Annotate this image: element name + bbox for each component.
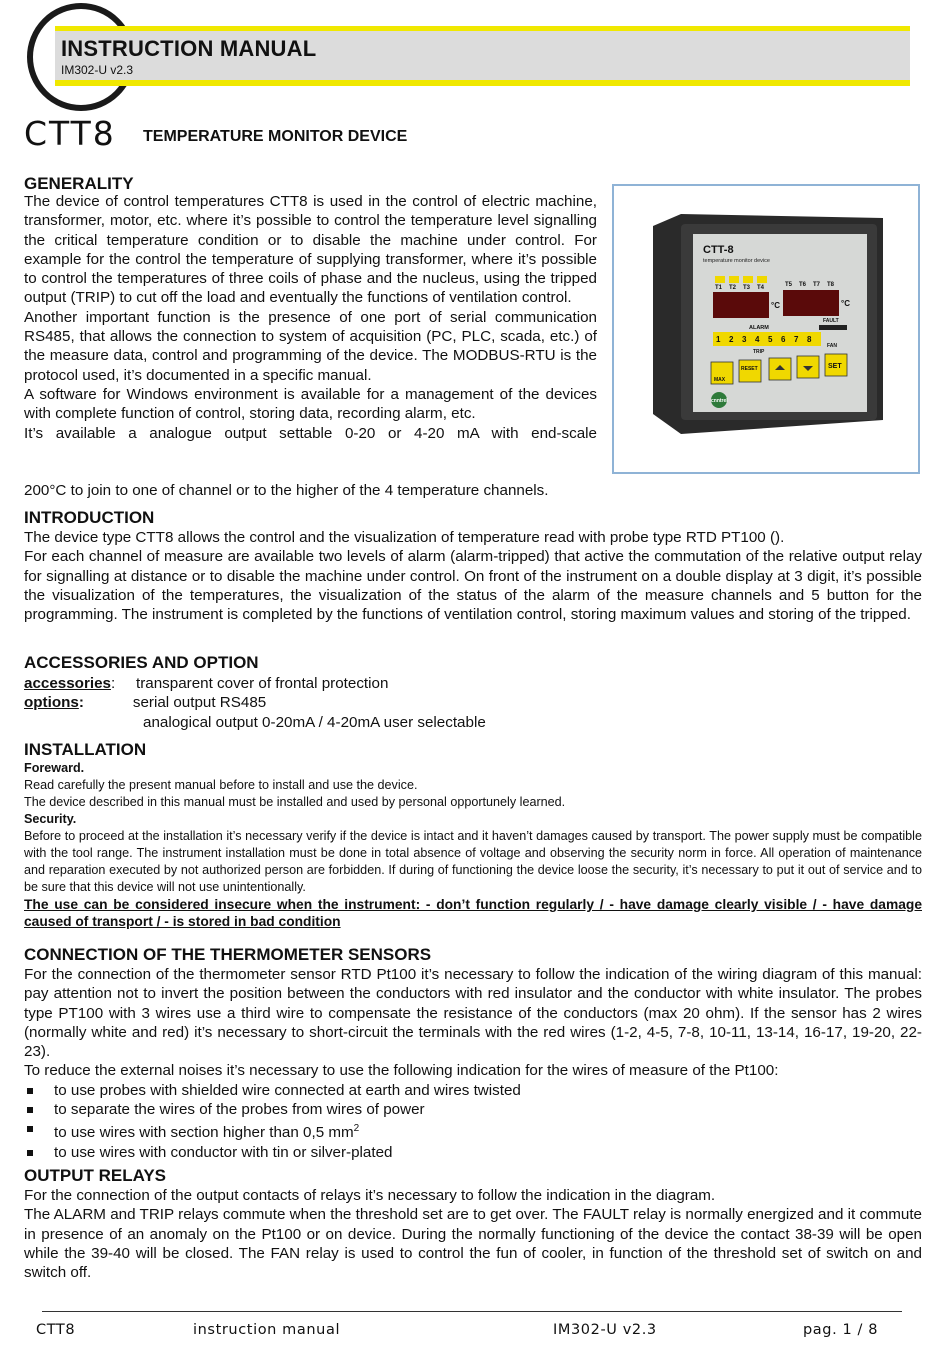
section-heading-connection: CONNECTION OF THE THERMOMETER SENSORS (24, 945, 432, 964)
output-relays-text (24, 1186, 922, 1282)
svg-text:6: 6 (781, 335, 786, 344)
generality-paragraph: Another important function is the presence of one port of serial communication RS485, that allows the connection to system of acquisition (PC, PLC, scada, etc.) of the measure data, control and programming of the device. The MODBUS-RTU is the protocol used, it’s documented in a specific manual. (24, 308, 597, 384)
device-model-sub: temperature monitor device (703, 258, 770, 264)
header-accent-bottom (55, 80, 910, 86)
accessories-row: accessories: transparent cover of frontal protection (24, 675, 389, 692)
manual-title: INSTRUCTION MANUAL (61, 36, 317, 61)
manual-code: IM302-U v2.3 (61, 63, 134, 77)
foreward-line: Read carefully the present manual before to install and use the device. (24, 778, 418, 792)
output-relays-paragraph: The ALARM and TRIP relays commute when the threshold set are to get over. The FAULT relay is normally energized and it commute in presence of an anomaly on the Pt100 or on device. During the normally functioning of the device the contact 38-39 will be open while the 39-40 will be closed. The FAN relay is used to control the fun of cooler, in function of the threshold set of switch on and switch off. (24, 1206, 922, 1282)
foreward-title: Foreward. (24, 761, 85, 775)
introduction-paragraph: The device type CTT8 allows the control and the visualization of temperature read with probe type RTD PT100 (). (24, 529, 785, 546)
section-heading-installation: INSTALLATION (24, 740, 147, 759)
accessories-list (24, 674, 922, 732)
list-item: to use wires with section higher than 0,5 $mm^2$ (24, 1119, 922, 1142)
security-title: Security. (24, 812, 77, 826)
options-row (24, 713, 922, 732)
options-key: options (24, 694, 79, 712)
brand-label: cnntrel (711, 398, 728, 404)
options-row: options: serial output RS485 (24, 694, 267, 712)
introduction-paragraph: For each channel of measure are available two levels of alarm (alarm-tripped) that active the commutation of the relative output relay for signalling at distance or to disable the machine under control. On front of the instrument on a double display at 3 digit, it’s possible the visualization of the temperatures, the visualization of the status of the alarm of the measure channels and 5 button for the programming. The instrument is completed by the functions of ventilation control, storing maximum values and storing of the tripped. (24, 548, 922, 624)
svg-text:7: 7 (794, 335, 799, 344)
connection-paragraph: To reduce the external noises it’s necessary to use the following indication for the wires of measure of the Pt100: (24, 1062, 779, 1080)
bullet-icon (27, 1150, 33, 1156)
product-description: TEMPERATURE MONITOR DEVICE (143, 128, 408, 145)
generality-last-line: 200°C to join to one of channel or to the higher of the 4 temperature channels. (24, 482, 549, 499)
introduction-text (24, 528, 922, 624)
trip-label: TRIP (753, 349, 765, 355)
generality-text (24, 192, 597, 443)
svg-text:SET: SET (828, 363, 842, 370)
installation-text (24, 760, 922, 930)
options-value: analogical output 0-20mA / 4-20mA user selectable (143, 713, 486, 731)
channel-label: T6 (799, 282, 807, 288)
section-heading-introduction: INTRODUCTION (24, 508, 155, 527)
section-heading-output-relays: OUTPUT RELAYS (24, 1166, 167, 1185)
device-photo (653, 214, 883, 434)
channel-label: T1 (715, 285, 723, 291)
section-heading-generality: GENERALITY (24, 174, 134, 193)
unit-label: °C (841, 299, 850, 308)
svg-text:RESET: RESET (741, 366, 758, 372)
accessories-key: accessories (24, 675, 111, 692)
foreward-line: The device described in this manual must be installed and used by personal opportunely learned. (24, 795, 566, 809)
footer-doc-code: IM302-U v2.3 (553, 1322, 657, 1338)
svg-text:8: 8 (807, 335, 812, 344)
generality-paragraph: A software for Windows environment is available for a management of the devices with complete function of control, storing data, recording alarm, etc. (24, 385, 597, 423)
svg-text:3: 3 (742, 335, 747, 344)
generality-paragraph: It’s available a analogue output settable 0-20 or 4-20 mA with end-scale (24, 424, 597, 442)
svg-text:4: 4 (755, 335, 760, 344)
svg-text:5: 5 (768, 335, 773, 344)
footer-page-number: pag. 1 / 8 (803, 1322, 879, 1338)
channel-label: T3 (743, 285, 751, 291)
connection-paragraph: For the connection of the thermometer sensor RTD Pt100 it’s necessary to follow the indication of the wiring diagram of this manual: pay attention not to invert the position between the conductors with red insulator and the conductor with white insulator. The probes type PT100 with 3 wires use a third wire to compensate the resistance of the conductors (max 20 ohm). If the sensor has 2 wires (normally white and red) it’s necessary to short-circuit the terminals with the red wires (1-2, 4-5, 7-8, 10-11, 13-14, 16-17, 19-20, 22-23). (24, 966, 922, 1061)
channel-label: T2 (729, 285, 737, 291)
svg-text:MAX: MAX (714, 377, 726, 383)
bullet-icon (27, 1107, 33, 1113)
accessories-value: transparent cover of frontal protection (135, 675, 389, 692)
svg-text:2: 2 (729, 335, 734, 344)
display-left (713, 292, 769, 318)
bullet-icon (27, 1126, 33, 1132)
svg-text:1: 1 (716, 335, 721, 344)
device-model-label: CTT-8 (703, 244, 734, 256)
alarm-label: ALARM (749, 325, 769, 331)
options-value: serial output RS485 (132, 694, 267, 712)
display-right (783, 290, 839, 316)
footer-product: CTT8 (36, 1322, 76, 1338)
list-item: to use probes with shielded wire connected at earth and wires twisted (24, 1081, 922, 1100)
channel-label: T8 (827, 282, 835, 288)
generality-paragraph: The device of control temperatures CTT8 is used in the control of electric machine, transformer, motor, etc. where it’s possible to control the temperature level signalling the critical temperature condition or to disable the machine under control. For example for the control the temperature of supplying transformer, where it’s possible to control the temperatures of three coils of phase and the nucleus, using the tripped output (TRIP) to cut off the load and eventually the functions of ventilation control. (24, 193, 597, 307)
header-accent-top (55, 26, 910, 31)
list-item: to separate the wires of the probes from wires of power (24, 1100, 922, 1119)
output-relays-paragraph: For the connection of the output contacts of relays it’s necessary to follow the indication in the diagram. (24, 1187, 716, 1204)
footer-rule (42, 1311, 902, 1312)
section-heading-accessories: ACCESSORIES AND OPTION (24, 653, 259, 672)
security-warning: The use can be considered insecure when the instrument: - don’t function regularly / - have damage clearly visible / - have damage caused of transport / - is stored in bad condition (24, 897, 922, 929)
unit-label: °C (771, 301, 780, 310)
channel-label: T7 (813, 282, 821, 288)
connection-text (24, 965, 922, 1162)
footer-doc-type: instruction manual (193, 1322, 341, 1338)
channel-label: T4 (757, 285, 765, 291)
product-name: CTT8 (24, 114, 116, 153)
fan-label: FAN (827, 343, 837, 349)
fault-label: FAULT (823, 318, 839, 324)
bullet-icon (27, 1088, 33, 1094)
list-item: to use wires with conductor with tin or silver-plated (24, 1143, 922, 1162)
channel-label: T5 (785, 282, 793, 288)
security-text: Before to proceed at the installation it’s necessary verify if the device is intact and it haven’t damages caused by transport. The power supply must be compatible with the tool range. The instrument installation must be done in total absence of voltage and observing the security norm in force. All operation of maintenance and reparation executed by not authorized person are forbidden. If during of functioning the device loose the security, it’s necessary to put it out of service and to be sure that this device will not use unintentionally. (24, 829, 922, 894)
